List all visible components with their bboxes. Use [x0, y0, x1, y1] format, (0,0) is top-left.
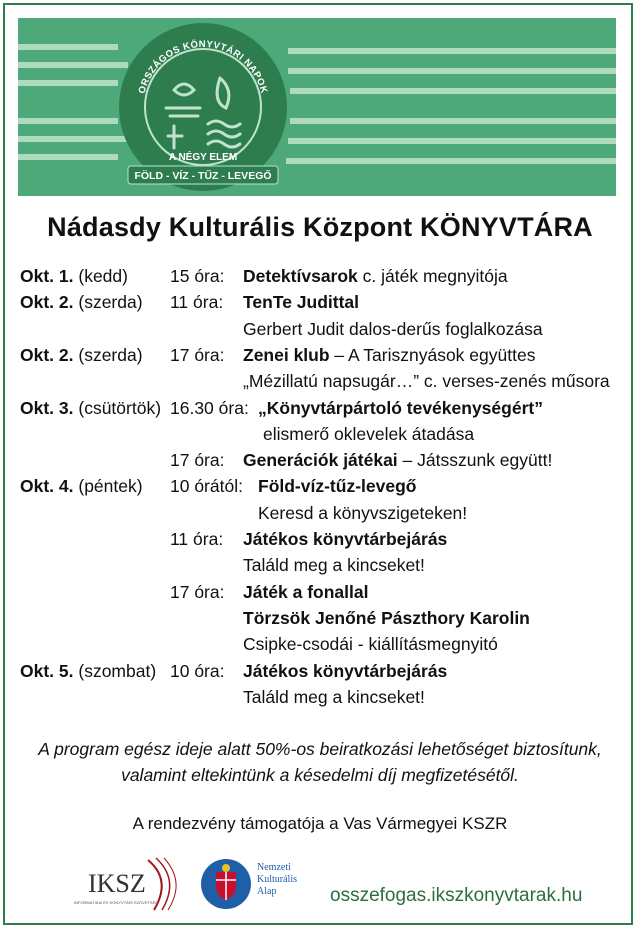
nka-line-1: Nemzeti	[257, 862, 291, 873]
badge-subtitle: A NÉGY ELEM	[168, 152, 238, 163]
schedule-date-bold: Okt. 2.	[20, 344, 74, 365]
iksz-logo-sub: INFORMATIKAI ÉS KÖNYVTÁRI SZÖVETSÉG	[74, 900, 159, 905]
schedule-time: 10 órától:	[170, 476, 243, 497]
schedule-day: (péntek)	[73, 476, 143, 497]
schedule-activity-bold: Játékos könyvtárbejárás	[243, 660, 448, 681]
schedule-activity	[243, 289, 359, 315]
schedule-activity-bold: TenTe Judittal	[243, 292, 360, 313]
schedule-activity-rest: Találd meg a kincseket!	[243, 686, 425, 707]
schedule-activity-rest: Csipke-csodái - kiállításmegnyitó	[243, 634, 498, 655]
schedule-activity	[258, 395, 543, 421]
schedule-time: 17 óra:	[170, 450, 225, 471]
schedule-activity-bold: Zenei klub	[243, 344, 330, 365]
schedule-date-bold: Okt. 3.	[20, 397, 74, 418]
schedule-activity-rest: – Játsszunk együtt!	[397, 450, 553, 471]
schedule-date-bold: Okt. 4.	[20, 476, 74, 497]
nka-emblem	[200, 856, 252, 912]
schedule-date-bold: Okt. 5.	[20, 660, 74, 681]
schedule-activity	[243, 605, 530, 631]
schedule-day: (szombat)	[73, 660, 157, 681]
note-line-1: A program egész ideje alatt 50%-os beiratkozási lehetőséget biztosítunk,	[38, 739, 602, 759]
schedule-day: (kedd)	[73, 266, 128, 286]
schedule-activity-bold: Detektívsarok	[243, 266, 358, 286]
badge-ribbon: FÖLD - VÍZ - TŰZ - LEVEGŐ	[134, 170, 272, 182]
schedule-activity	[243, 342, 535, 368]
schedule-activity-rest: Találd meg a kincseket!	[243, 555, 425, 576]
schedule-day: (szerda)	[73, 292, 143, 313]
schedule-activity	[243, 447, 552, 473]
iksz-logo	[70, 854, 190, 914]
schedule-date	[20, 289, 143, 315]
nka-line-2: Kulturális	[257, 874, 297, 885]
schedule-activity	[258, 473, 416, 499]
schedule-activity	[243, 658, 447, 684]
schedule-activity-bold: „Könyvtárpártoló tevékenységért”	[258, 397, 543, 418]
four-elements-badge	[116, 20, 290, 194]
schedule-activity	[243, 579, 368, 605]
schedule-activity	[243, 263, 508, 289]
schedule-activity-rest: „Mézillatú napsugár…” c. verses-zenés műsora	[243, 371, 610, 392]
schedule-activity	[243, 316, 543, 342]
schedule-activity-bold: Játék a fonallal	[243, 581, 369, 602]
website-link[interactable]: osszefogas.ikszkonyvtarak.hu	[330, 885, 583, 906]
schedule-time: 11 óra:	[170, 529, 224, 549]
schedule-date	[20, 473, 143, 499]
iksz-logo-text: IKSZ	[88, 869, 146, 898]
page-title: Nádasdy Kulturális Központ KÖNYVTÁRA	[47, 212, 593, 242]
schedule-activity-rest: Keresd a könyvszigeteken!	[258, 502, 468, 523]
schedule-time: 17 óra:	[170, 581, 225, 602]
banner-stripes	[18, 18, 616, 196]
schedule-activity	[243, 684, 425, 710]
schedule-activity-rest: elismerő oklevelek átadása	[263, 423, 475, 444]
schedule-date-bold: Okt. 1.	[20, 266, 74, 286]
schedule-activity	[243, 526, 447, 552]
schedule-time: 17 óra:	[170, 344, 225, 365]
nka-line-3: Alap	[257, 886, 277, 897]
schedule-date	[20, 342, 143, 368]
nka-name	[257, 862, 297, 898]
event-banner	[18, 18, 616, 196]
badge-top-text: ORSZÁGOS KÖNYVTÁRI NAPOK	[136, 38, 270, 95]
schedule-activity	[243, 552, 425, 578]
schedule-date	[20, 395, 161, 421]
note-line-2: valamint eltekintünk a késedelmi díj megfizetésétől.	[121, 765, 519, 785]
schedule-time: 16.30 óra:	[170, 397, 249, 418]
schedule-activity	[263, 421, 474, 447]
schedule-activity	[258, 500, 467, 526]
schedule-activity-bold: Játékos könyvtárbejárás	[243, 529, 448, 549]
schedule-time: 11 óra:	[170, 292, 224, 313]
schedule-activity-bold: Törzsök Jenőné Pászthory Karolin	[243, 607, 530, 628]
schedule-activity-bold: Föld-víz-tűz-levegő	[258, 476, 417, 497]
schedule-time: 10 óra:	[170, 660, 225, 681]
schedule-activity-rest: – A Tarisznyások együttes	[329, 344, 536, 365]
schedule-activity-rest: Gerbert Judit dalos-derűs foglalkozása	[243, 318, 543, 339]
schedule-date	[20, 263, 128, 289]
schedule-time: 15 óra:	[170, 266, 225, 286]
schedule-activity-rest: c. játék megnyitója	[357, 266, 508, 286]
sponsor-text: A rendezvény támogatója a Vas Vármegyei KSZR	[132, 814, 508, 833]
schedule-day: (csütörtök)	[73, 397, 162, 418]
schedule-activity	[243, 368, 610, 394]
schedule-activity-bold: Generációk játékai	[243, 450, 398, 471]
schedule-date	[20, 658, 156, 684]
schedule-date-bold: Okt. 2.	[20, 292, 74, 313]
schedule-activity	[243, 631, 498, 657]
schedule-day: (szerda)	[73, 344, 143, 365]
